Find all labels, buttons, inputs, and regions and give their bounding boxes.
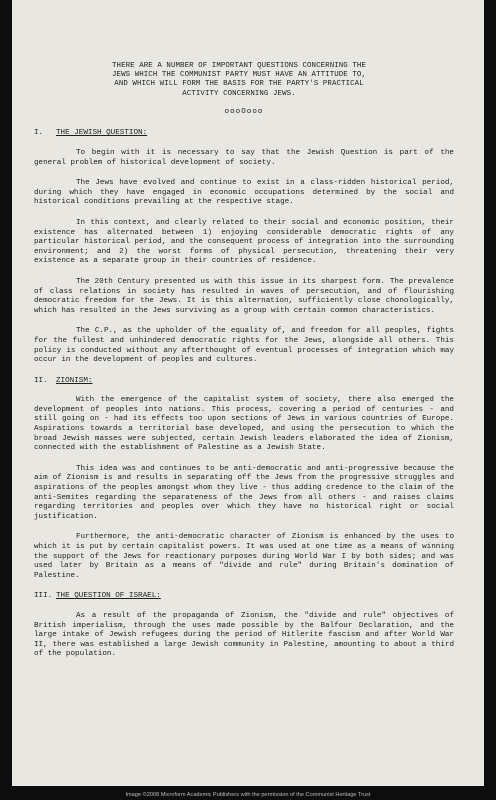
section-title <box>34 129 454 139</box>
paragraph: To begin with it is necessary to say that the Jewish Question is part of the general problem of historical development of society. <box>34 149 454 167</box>
image-credit: Image ©2008 Microform Academic Publishers with the permission of the Communist Heritage Trust <box>125 792 371 798</box>
section-title-text: THE JEWISH QUESTION: <box>56 129 148 138</box>
paragraph: With the emergence of the capitalist system of society, there also emerged the development of peoples into nations. This process, covering a period of centuries - and still going on - had its effects too upon sections of Jews in various countries of Europe. Aspirations towards a territorial base developed, and using the persecution to which the broad Jewish masses were subjected, certain Jewish leaders elaborated the idea of Zionism, connected with the establishment of Palestine as a Jewish State. <box>34 396 454 453</box>
document-page <box>12 0 484 786</box>
paragraph: In this context, and clearly related to their social and economic position, their existence has alternated between 1) enjoying considerable democratic rights of any particular historical period, and the consequent process of integration into the surrounding environment; and 2) the worst forms of physical persecution, threatening their very existence as a separate group in their countries of residence. <box>34 218 454 266</box>
paragraph: As a result of the propaganda of Zionism, the "divide and rule" objectives of British imperialism, through the uses made possible by the Balfour Declaration, and the large intake of Jewish refugees during the period of Hitlerite fascism and after World War II, there was established a large Jewish community in Palestine, amounting to about a third of the population. <box>34 611 454 659</box>
section-title <box>34 592 454 602</box>
paragraph: The 20th Century presented us with this issue in its sharpest form. The prevalence of class relations in society has resulted in waves of persecution, and of flourishing democratic freedom for the Jews. It is this alternation, sufficiently close chonologically, which has resulted in the Jews surviving as a group with certain common characteristics. <box>34 277 454 315</box>
paragraph: Furthermore, the anti-democratic character of Zionism is enhanced by the uses to which it is put by certain capitalist powers. It was used at one time as a means of winning the support of the Jews for reactionary purposes during World War I by both sides; and was used later by Britain as a means of "divide and rule" during Britain's domination of Palestine. <box>34 533 454 580</box>
section-title-text: ZIONISM: <box>56 376 93 385</box>
section-number: I. <box>34 129 44 138</box>
section-title <box>34 377 454 387</box>
section-question-of-israel <box>34 592 454 660</box>
section-jewish-question <box>34 129 454 365</box>
paragraph: The Jews have evolved and continue to exist in a class-ridden historical period, during which they have engaged in economic occupations determined by the social and historical conditions prevailing at the respective stage. <box>34 179 454 207</box>
paragraph: This idea was and continues to be anti-democratic and anti-progressive because the aim of Zionism is and results in separating off the Jews from the progressive struggles and aspirations of the peoples amongst whom they live - thus adding credence to the claim of the anti-Semites regarding the separateness of the Jews from all others - and raises claims regarding territories and peoples over which they have no historical right or social justification. <box>34 464 454 521</box>
paragraph: The C.P., as the upholder of the equality of, and freedom for all peoples, fights for the fullest and unhindered democratic rights for the Jews, alongside all others. This policy is conducted without any afterthought of eventual processes of integration which may occur in the development of peoples and cultures. <box>34 327 454 365</box>
section-title-text: THE QUESTION OF ISRAEL: <box>56 592 161 601</box>
document-heading: THERE ARE A NUMBER OF IMPORTANT QUESTIONS CONCERNING THE JEWS WHICH THE COMMUNIST PARTY MUST HAVE AN ATTITUDE TO, AND WHICH WILL FORM THE BASIS FOR THE PARTY'S PRACTICAL ACTIVITY CONCERNING JEWS. <box>112 62 366 98</box>
section-number: III. <box>34 592 53 601</box>
separator: oooOooo <box>224 107 264 116</box>
section-number: II. <box>34 376 48 385</box>
section-zionism <box>34 377 454 582</box>
